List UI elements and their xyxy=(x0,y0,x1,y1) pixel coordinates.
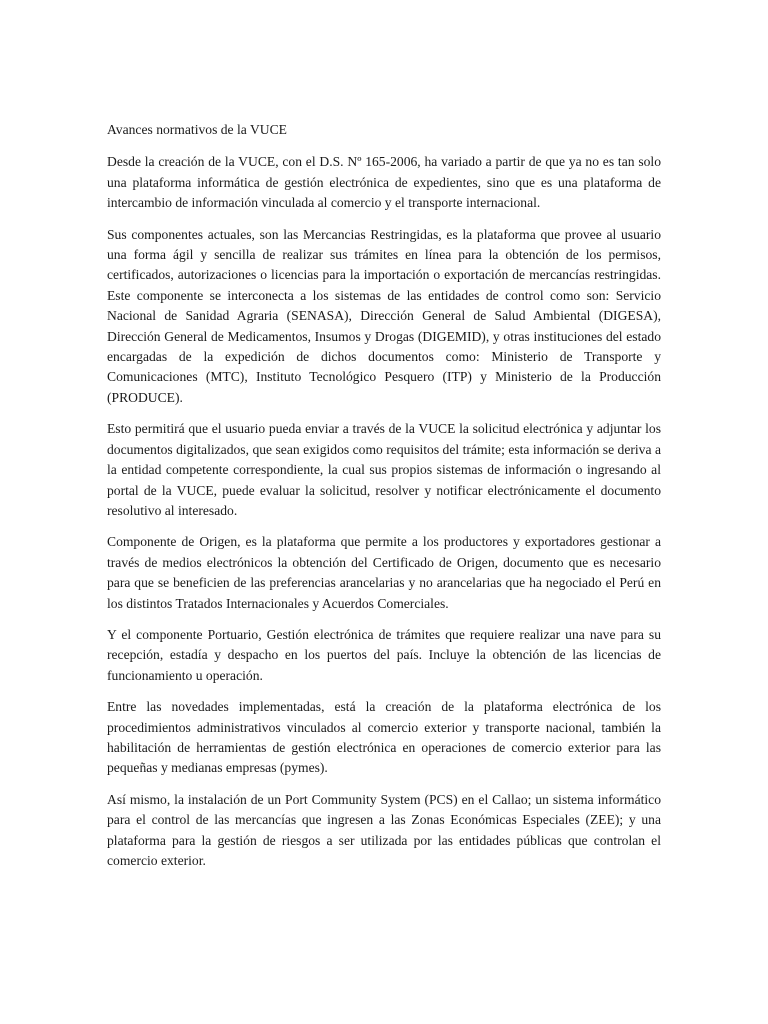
paragraph-componente-origen: Componente de Origen, es la plataforma que permite a los productores y exportadores gestionar a través de medios electrónicos la obtención del Certificado de Origen, documento que es necesario para que se beneficien de las preferencias arancelarias y no arancelarias que ha negociado el Perú en los distintos Tratados Internacionales y Acuerdos Comerciales. xyxy=(107,534,661,611)
document-page xyxy=(107,120,661,882)
document-title: Avances normativos de la VUCE xyxy=(107,122,287,137)
paragraph-mercancias-restringidas: Sus componentes actuales, son las Mercancias Restringidas, es la plataforma que provee al usuario una forma ágil y sencilla de realizar sus trámites en línea para la obtención de los permisos, certificados, autorizaciones o licencias para la importación o exportación de mercancías restringidas. Este componente se interconecta a los sistemas de las entidades de control como son: Servicio Nacional de Sanidad Agraria (SENASA), Dirección General de Salud Ambiental (DIGESA), Dirección General de Medicamentos, Insumos y Drogas (DIGEMID), y otras instituciones del estado encargadas de la expedición de dichos documentos como: Ministerio de Transporte y Comunicaciones (MTC), Instituto Tecnológico Pesquero (ITP) y Ministerio de la Producción (PRODUCE). xyxy=(107,226,661,405)
paragraph-port-community-system: Así mismo, la instalación de un Port Community System (PCS) en el Callao; un sistema informático para el control de las mercancías que ingresen a las Zonas Económicas Especiales (ZEE); y una plataforma para la gestión de riesgos a ser utilizada por las entidades públicas que controlan el comercio exterior. xyxy=(107,791,661,868)
paragraph-componente-portuario: Y el componente Portuario, Gestión electrónica de trámites que requiere realizar una nave para su recepción, estadía y despacho en los puertos del país. Incluye la obtención de las licencias de funcionamiento u operación. xyxy=(107,626,661,683)
paragraph-solicitud-electronica: Esto permitirá que el usuario pueda enviar a través de la VUCE la solicitud electrónica y adjuntar los documentos digitalizados, que sean exigidos como requisitos del trámite; esta información se deriva a la entidad competente correspondiente, la cual sus propios sistemas de información o ingresando al portal de la VUCE, puede evaluar la solicitud, resolver y notificar electrónicamente el documento resolutivo al interesado. xyxy=(107,421,661,518)
paragraph-creation-vuce: Desde la creación de la VUCE, con el D.S. Nº 165-2006, ha variado a partir de que ya no es tan solo una plataforma informática de gestión electrónica de expedientes, sino que es una plataforma de intercambio de información vinculada al comercio y el transporte internacional. xyxy=(107,154,661,211)
paragraph-novedades: Entre las novedades implementadas, está la creación de la plataforma electrónica de los procedimientos administrativos vinculados al comercio exterior y transporte nacional, también la habilitación de herramientas de gestión electrónica en operaciones de comercio exterior para las pequeñas y medianas empresas (pymes). xyxy=(107,699,661,776)
